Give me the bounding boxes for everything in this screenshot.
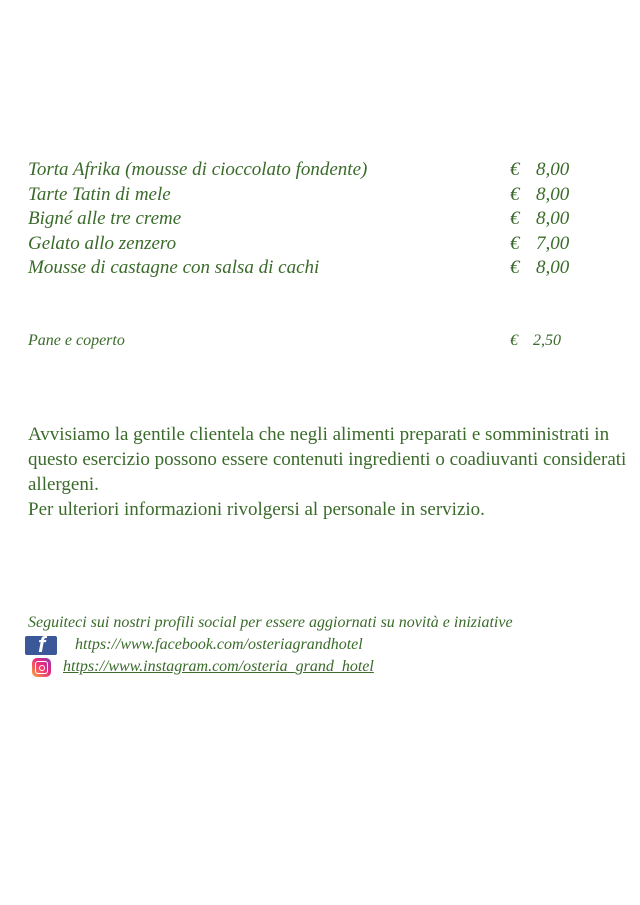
social-intro-text: Seguiteci sui nostri profili social per essere aggiornati su novità e iniziative <box>28 614 513 631</box>
dessert-name: Tarte Tatin di mele <box>28 183 171 205</box>
currency-symbol: € <box>510 232 520 254</box>
price-value: 8,00 <box>536 183 570 205</box>
dessert-price <box>510 232 569 257</box>
dessert-item <box>28 207 588 232</box>
price-value: 7,00 <box>536 232 570 254</box>
dessert-list <box>28 158 588 281</box>
price-value: 8,00 <box>536 208 570 229</box>
dessert-item <box>28 256 588 281</box>
cover-charge-label: Pane e coperto <box>28 332 125 349</box>
dessert-price <box>510 158 569 183</box>
dessert-price <box>510 183 569 208</box>
dessert-name: Bigné alle tre creme <box>28 208 182 229</box>
dessert-price <box>510 256 569 281</box>
cover-charge <box>28 330 588 352</box>
instagram-icon[interactable] <box>32 658 51 677</box>
allergen-notice <box>28 422 628 522</box>
social-section <box>28 612 628 678</box>
currency-symbol: € <box>510 332 518 349</box>
dessert-name: Mousse di castagne con salsa di cachi <box>28 257 320 278</box>
dessert-name: Gelato allo zenzero <box>28 232 177 254</box>
price-value: 8,00 <box>536 159 570 180</box>
dessert-item <box>28 183 588 208</box>
instagram-link[interactable]: https://www.instagram.com/osteria_grand_hotel <box>63 658 374 675</box>
dessert-name: Torta Afrika (mousse di cioccolato fondente) <box>28 159 368 180</box>
currency-symbol: € <box>510 208 520 229</box>
currency-symbol: € <box>510 257 520 278</box>
info-text: Per ulteriori informazioni rivolgersi al personale in servizio. <box>28 499 485 520</box>
allergen-text: Avvisiamo la gentile clientela che negli alimenti preparati e somministrati in questo esercizio possono essere contenuti ingredienti o coadiuvanti considerati allergeni. <box>28 424 627 495</box>
price-value: 8,00 <box>536 257 570 278</box>
dessert-item <box>28 232 588 257</box>
dessert-item <box>28 158 588 183</box>
facebook-icon[interactable]: f <box>25 636 57 655</box>
facebook-link[interactable]: https://www.facebook.com/osteriagrandhotel <box>75 636 363 653</box>
price-value: 2,50 <box>533 332 561 349</box>
currency-symbol: € <box>510 159 520 180</box>
instagram-link-row[interactable] <box>28 656 628 678</box>
dessert-price <box>510 207 569 232</box>
facebook-link-row[interactable] <box>28 634 628 656</box>
currency-symbol: € <box>510 183 520 205</box>
cover-charge-price <box>510 330 561 352</box>
